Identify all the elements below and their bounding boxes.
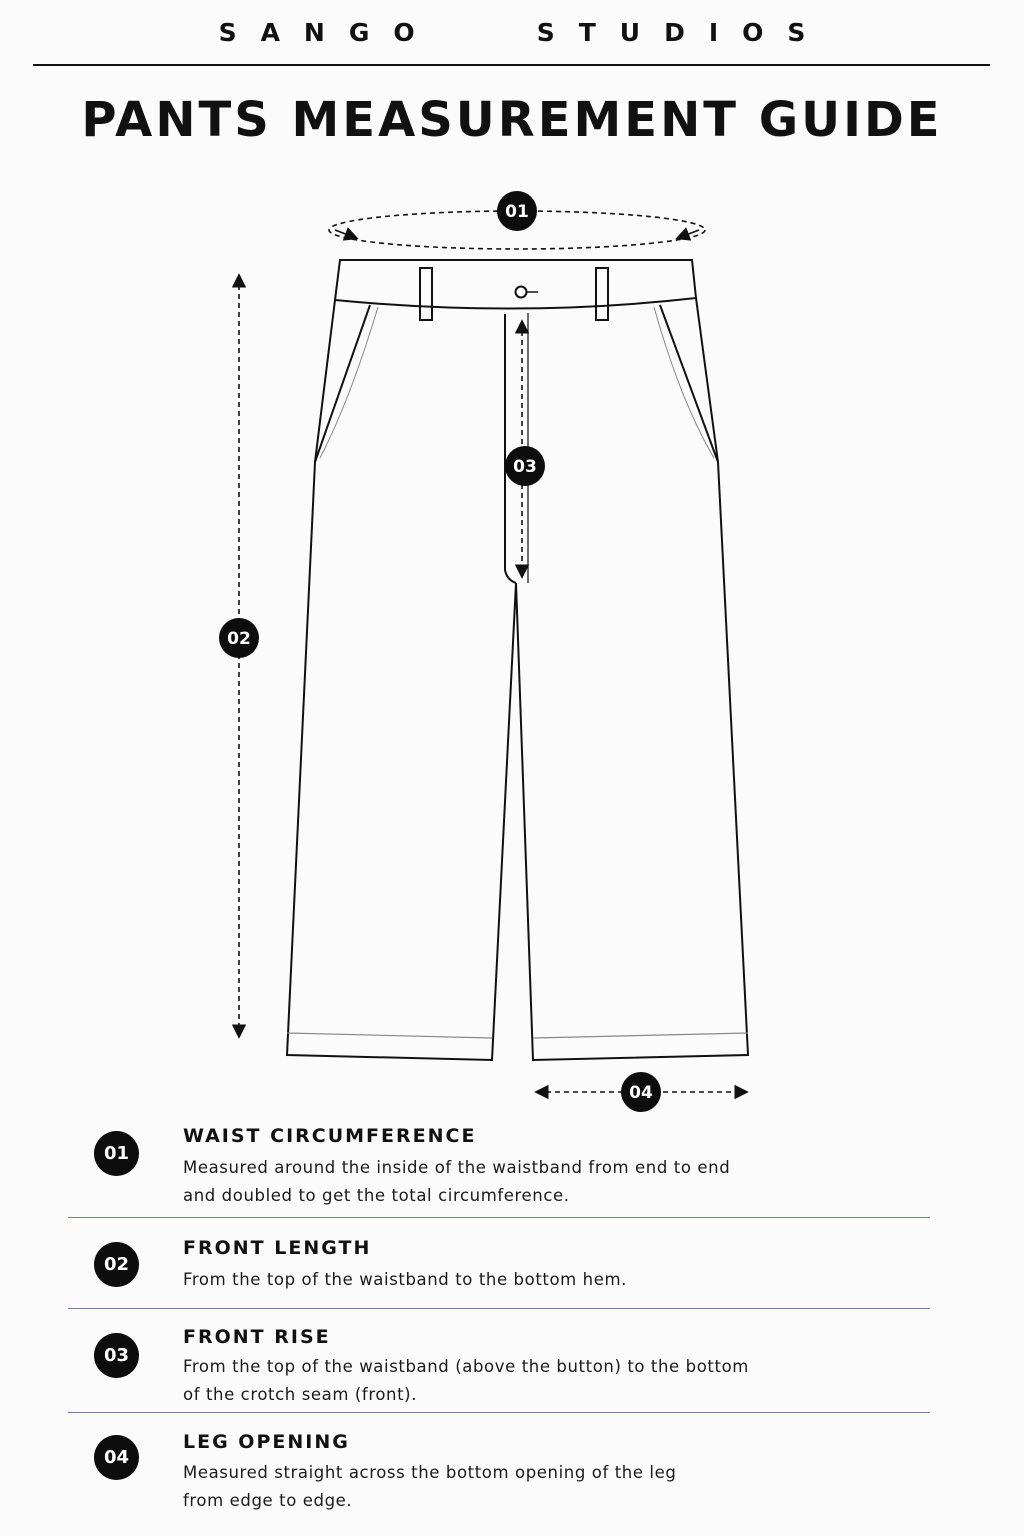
description-line: Measured around the inside of the waistband from end to end <box>183 1158 731 1177</box>
hem-left <box>287 1033 492 1038</box>
legend-badge: 04 <box>94 1435 139 1480</box>
marker-01-label: 01 <box>505 202 529 222</box>
legend-description <box>183 1459 803 1515</box>
legend-badge: 02 <box>94 1242 139 1287</box>
legend-title: LEG OPENING <box>183 1431 350 1453</box>
legend-badge: 01 <box>94 1131 139 1176</box>
marker-02 <box>219 618 259 658</box>
description-line: and doubled to get the total circumference. <box>183 1186 570 1205</box>
hem-right <box>533 1033 748 1038</box>
description-line: of the crotch seam (front). <box>183 1385 418 1404</box>
marker-04 <box>621 1072 661 1112</box>
legend-divider <box>68 1308 930 1309</box>
description-line: From the top of the waistband (above the button) to the bottom <box>183 1357 749 1376</box>
legend-title: WAIST CIRCUMFERENCE <box>183 1125 477 1147</box>
legend-description <box>183 1266 803 1294</box>
legend-divider <box>68 1217 930 1218</box>
legend-description <box>183 1154 803 1210</box>
fly-seam <box>505 314 516 583</box>
legend-divider <box>68 1412 930 1413</box>
waist-arrow-right <box>678 230 699 238</box>
pocket-right-stitch <box>654 307 714 458</box>
page-title: PANTS MEASUREMENT GUIDE <box>81 92 943 148</box>
pocket-left <box>315 305 370 462</box>
button-icon <box>516 287 539 298</box>
legs-outline <box>287 298 748 1060</box>
description-line: Measured straight across the bottom opening of the leg <box>183 1463 677 1482</box>
waistband <box>335 260 696 309</box>
legend-title: FRONT LENGTH <box>183 1237 372 1259</box>
marker-03-label: 03 <box>513 457 537 477</box>
pocket-left-stitch <box>320 307 378 458</box>
legend-badge: 03 <box>94 1333 139 1378</box>
description-line: from edge to edge. <box>183 1491 353 1510</box>
belt-loop-right <box>596 268 608 320</box>
marker-02-label: 02 <box>227 629 251 649</box>
legend-title: FRONT RISE <box>183 1326 331 1348</box>
legend-description <box>183 1353 803 1409</box>
pants-outline <box>287 260 748 1060</box>
waist-arrow-left <box>335 230 356 238</box>
brand-name: SANGO STUDIOS <box>218 18 830 47</box>
marker-03 <box>505 446 545 486</box>
marker-04-label: 04 <box>629 1083 653 1103</box>
belt-loop-left <box>420 268 432 320</box>
pocket-right <box>660 305 718 462</box>
description-line: From the top of the waistband to the bottom hem. <box>183 1270 627 1289</box>
marker-01 <box>497 191 537 231</box>
